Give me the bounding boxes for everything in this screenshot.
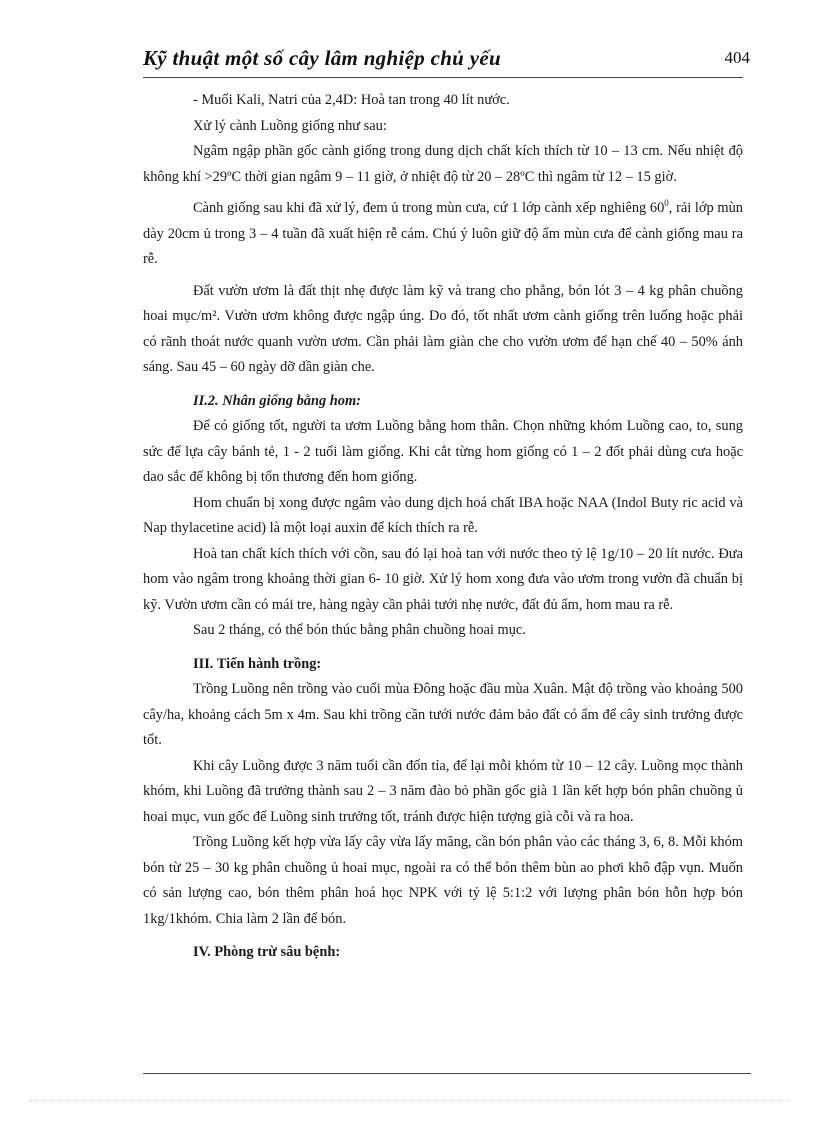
section-heading: III. Tiến hành trồng: (193, 655, 322, 672)
section-heading: IV. Phòng trừ sâu bệnh: (193, 944, 341, 960)
paragraph: Đất vườn ươm là đất thịt nhẹ được làm kỹ và trang cho phẳng, bón lót 3 – 4 kg phân chuồng hoai mục/m². Vườn ươm không được ngập úng. Do đó, tốt nhất ươm cành giống trên luống hoặc phải có rãnh thoát nước quanh vườn ươm. Cần phải làm giàn che cho vườn ươm để hạn chế 40 – 50% ánh sáng. Sau 45 – 60 ngày dỡ dần giàn che. (143, 282, 743, 375)
paragraph-text: , rải lớp mùn dày 20cm ủ trong 3 – 4 tuần đã xuất hiện rễ cám. Chú ý luôn giữ độ ẩm mùn cưa để cành giống mau ra rễ. (143, 200, 743, 267)
paragraph: Hom chuẩn bị xong được ngâm vào dung dịch hoá chất IBA hoặc NAA (Indol Buty ric acid và Nap thylacetine acid) là một loại auxin để kích thích ra rễ. (143, 494, 743, 536)
section-heading: II.2. Nhân giống bằng hom: (193, 392, 361, 409)
paragraph: Trồng Luồng nên trồng vào cuối mùa Đông hoặc đầu mùa Xuân. Mật độ trồng vào khoảng 500 cây/ha, khoảng cách 5m x 4m. Sau khi trồng cần tưới nước đảm bảo đất có ẩm để cây sinh trưởng được tốt. (143, 681, 743, 748)
paragraph (143, 196, 743, 273)
running-title: Kỹ thuật một số cây lâm nghiệp chủ yếu (143, 46, 501, 70)
page-header (143, 46, 750, 74)
paragraph-text: Cành giống sau khi đã xử lý, đem ủ trong mùn cưa, cứ 1 lớp cành xếp nghiêng 60 (193, 200, 665, 216)
paragraph: Trồng Luồng kết hợp vừa lấy cây vừa lấy măng, cần bón phân vào các tháng 3, 6, 8. Mỗi khóm bón từ 25 – 30 kg phân chuồng ủ hoai mục, ngoài ra có thể bón thêm bùn ao phơi khô đập vụn. Muốn có sản lượng cao, bón thêm phân hoá học NPK với tỷ lệ 5:1:2 với lượng phân bón hỗn hợp bón 1kg/1khóm. Chia làm 2 lần để bón. (143, 834, 743, 927)
footer-divider (143, 1073, 751, 1074)
paragraph: Xử lý cành Luồng giống như sau: (193, 117, 387, 134)
degree-superscript: 0 (664, 198, 669, 209)
page-edge (30, 1100, 790, 1101)
page-number: 404 (724, 48, 750, 67)
paragraph: - Muối Kali, Natri của 2,4D: Hoà tan trong 40 lít nước. (193, 92, 510, 108)
paragraph: Hoà tan chất kích thích với cồn, sau đó lại hoà tan với nước theo tỷ lệ 1g/10 – 20 lít nước. Đưa hom vào ngâm trong khoảng thời gian 6- 10 giờ. Xử lý hom xong đưa vào ươm trong vườn đã chuẩn bị kỹ. Vườn ươm cần có mái tre, hàng ngày cần phải tưới nhẹ nước, đất đủ ẩm, hom mau ra rễ. (143, 545, 743, 613)
paragraph: Ngâm ngập phần gốc cành giống trong dung dịch chất kích thích từ 10 – 13 cm. Nếu nhiệt độ không khí >29ºC thời gian ngâm 9 – 11 giờ, ở nhiệt độ từ 20 – 28ºC thì ngâm từ 12 – 15 giờ. (143, 143, 743, 185)
paragraph: Để có giống tốt, người ta ươm Luồng bằng hom thân. Chọn những khóm Luồng cao, to, sung sức để lựa cây bánh tẻ, 1 - 2 tuổi làm giống. Khi cắt từng hom giống có 1 – 2 đốt phải dùng cưa hoặc dao sắc để không bị tổn thương đến hom giống. (143, 418, 743, 485)
paragraph: Khi cây Luồng được 3 năm tuổi cần đốn tỉa, để lại mỗi khóm từ 10 – 12 cây. Luồng mọc thành khóm, khi Luồng đã trưởng thành sau 2 – 3 năm đào bỏ phần gốc già 1 lần kết hợp bón phân chuồng ủ hoai mục, vun gốc để Luồng sinh trưởng tốt, tránh được hiện tượng già cỗi và ra hoa. (143, 757, 743, 825)
paragraph: Sau 2 tháng, có thể bón thúc bằng phân chuồng hoai mục. (193, 622, 526, 638)
header-divider (143, 77, 743, 78)
body-text (143, 88, 743, 966)
